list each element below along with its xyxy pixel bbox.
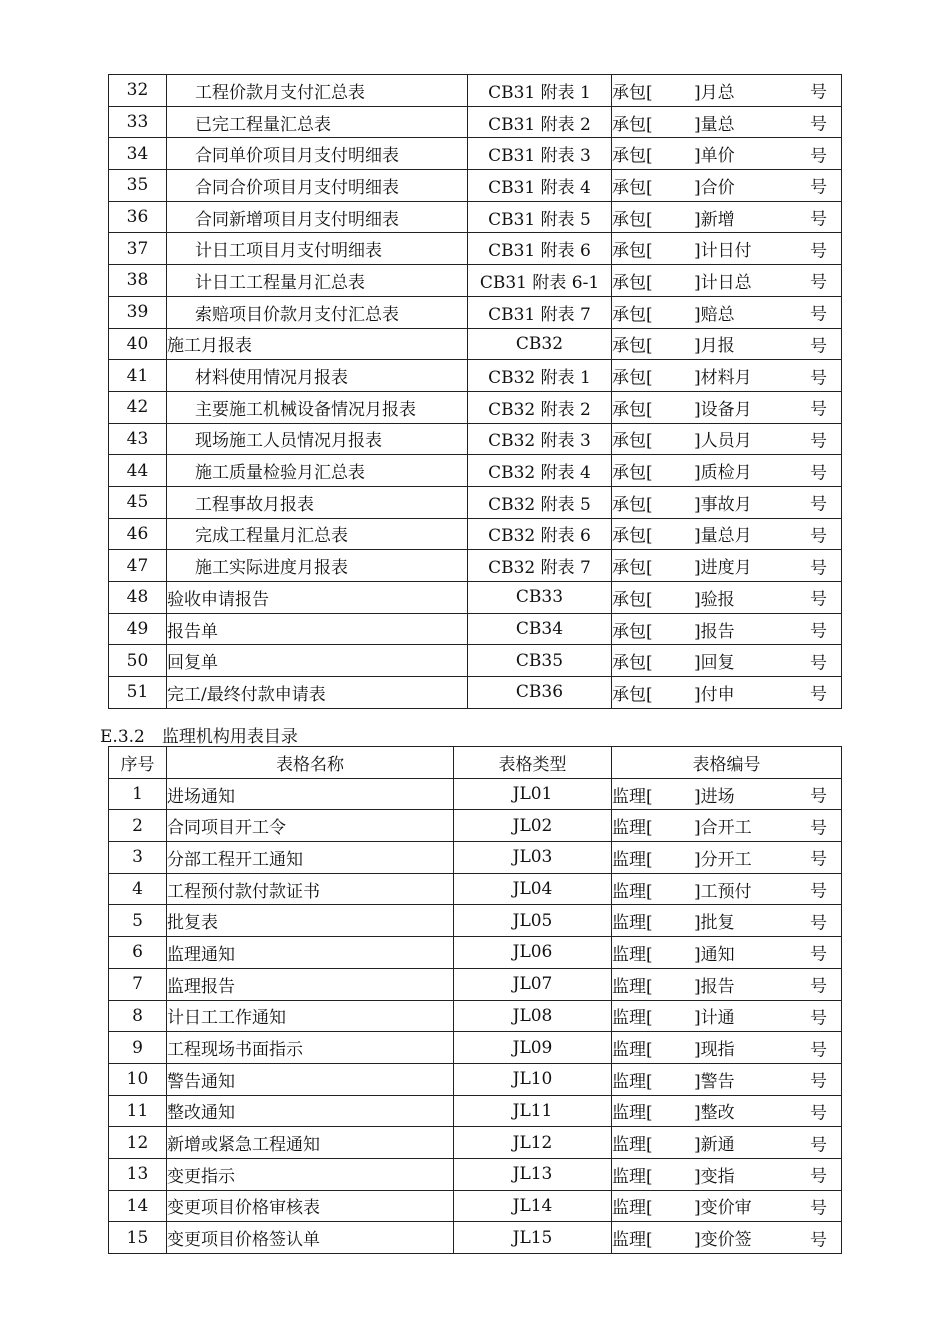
code-suffix: 号 — [810, 1008, 827, 1029]
form-code — [612, 265, 842, 297]
form-type: CB32 附表 5 — [468, 486, 612, 518]
code-label: ]验报 — [694, 589, 735, 610]
table-row — [109, 1222, 842, 1254]
form-name: 分部工程开工通知 — [167, 842, 454, 874]
form-name: 新增或紧急工程通知 — [167, 1127, 454, 1159]
row-number: 5 — [109, 905, 167, 937]
code-label: ]材料月 — [694, 368, 752, 389]
form-code — [612, 1222, 842, 1254]
form-type: JL09 — [454, 1032, 612, 1064]
supervisor-forms-table — [108, 746, 842, 1254]
form-name: 变更项目价格签认单 — [167, 1222, 454, 1254]
table-row — [109, 138, 842, 170]
table-row — [109, 968, 842, 1000]
table-row — [109, 328, 842, 360]
form-code — [612, 296, 842, 328]
row-number: 38 — [109, 265, 167, 297]
table-row — [109, 550, 842, 582]
form-name: 变更项目价格审核表 — [167, 1190, 454, 1222]
table-row — [109, 75, 842, 107]
form-name: 工程预付款付款证书 — [167, 873, 454, 905]
form-code — [612, 201, 842, 233]
code-suffix: 号 — [810, 114, 827, 135]
code-prefix: 承包[ — [612, 209, 653, 230]
code-suffix: 号 — [810, 818, 827, 839]
code-label: ]工预付 — [694, 881, 752, 902]
code-suffix: 号 — [810, 1103, 827, 1124]
form-code — [612, 455, 842, 487]
form-name: 工程价款月支付汇总表 — [167, 75, 468, 107]
form-name: 计日工工程量月汇总表 — [167, 265, 468, 297]
form-name: 合同单价项目月支付明细表 — [167, 138, 468, 170]
code-suffix: 号 — [810, 304, 827, 325]
code-suffix: 号 — [810, 463, 827, 484]
row-number: 40 — [109, 328, 167, 360]
code-label: ]分开工 — [694, 849, 752, 870]
code-prefix: 承包[ — [612, 684, 653, 705]
form-code — [612, 810, 842, 842]
form-code — [612, 1095, 842, 1127]
row-number: 48 — [109, 582, 167, 614]
code-prefix: 监理[ — [612, 818, 653, 839]
code-prefix: 监理[ — [612, 913, 653, 934]
form-name: 已完工程量汇总表 — [167, 106, 468, 138]
row-number: 36 — [109, 201, 167, 233]
code-prefix: 监理[ — [612, 881, 653, 902]
code-prefix: 监理[ — [612, 1040, 653, 1061]
header-code: 表格编号 — [612, 747, 842, 779]
code-suffix: 号 — [810, 177, 827, 198]
row-number: 12 — [109, 1127, 167, 1159]
code-suffix: 号 — [810, 526, 827, 547]
code-prefix: 承包[ — [612, 146, 653, 167]
code-label: ]单价 — [694, 146, 735, 167]
form-code — [612, 328, 842, 360]
form-type: JL03 — [454, 842, 612, 874]
form-code — [612, 613, 842, 645]
form-type: CB32 — [468, 328, 612, 360]
form-type: JL02 — [454, 810, 612, 842]
code-suffix: 号 — [810, 913, 827, 934]
code-prefix: 承包[ — [612, 463, 653, 484]
code-label: ]月报 — [694, 336, 735, 357]
section-title: E.3.2 监理机构用表目录 — [100, 727, 298, 747]
table-row — [109, 423, 842, 455]
table-row — [109, 391, 842, 423]
form-code — [612, 873, 842, 905]
form-code — [612, 582, 842, 614]
header-type: 表格类型 — [454, 747, 612, 779]
form-name: 验收申请报告 — [167, 582, 468, 614]
contractor-forms-table — [108, 74, 842, 709]
code-prefix: 监理[ — [612, 849, 653, 870]
row-number: 6 — [109, 937, 167, 969]
form-name: 主要施工机械设备情况月报表 — [167, 391, 468, 423]
code-prefix: 监理[ — [612, 1135, 653, 1156]
form-name: 完工/最终付款申请表 — [167, 677, 468, 709]
form-name: 警告通知 — [167, 1063, 454, 1095]
form-code — [612, 905, 842, 937]
form-name: 计日工项目月支付明细表 — [167, 233, 468, 265]
code-label: ]现指 — [694, 1040, 735, 1061]
header-no: 序号 — [109, 747, 167, 779]
table-row — [109, 1095, 842, 1127]
code-suffix: 号 — [810, 684, 827, 705]
table-row — [109, 106, 842, 138]
code-label: ]合开工 — [694, 818, 752, 839]
code-label: ]新通 — [694, 1135, 735, 1156]
form-type: CB32 附表 1 — [468, 360, 612, 392]
form-type: CB31 附表 1 — [468, 75, 612, 107]
code-label: ]回复 — [694, 653, 735, 674]
form-type: JL01 — [454, 778, 612, 810]
form-code — [612, 1190, 842, 1222]
table-row — [109, 677, 842, 709]
form-type: CB34 — [468, 613, 612, 645]
form-code — [612, 1032, 842, 1064]
form-code — [612, 1127, 842, 1159]
table-row — [109, 296, 842, 328]
code-prefix: 监理[ — [612, 1198, 653, 1219]
code-label: ]计通 — [694, 1008, 735, 1029]
row-number: 43 — [109, 423, 167, 455]
code-suffix: 号 — [810, 786, 827, 807]
form-code — [612, 778, 842, 810]
code-prefix: 监理[ — [612, 1103, 653, 1124]
form-type: CB31 附表 2 — [468, 106, 612, 138]
form-code — [612, 486, 842, 518]
code-label: ]计日总 — [694, 272, 752, 293]
code-prefix: 监理[ — [612, 1230, 653, 1251]
code-label: ]变价签 — [694, 1230, 752, 1251]
code-prefix: 承包[ — [612, 336, 653, 357]
form-code — [612, 75, 842, 107]
code-suffix: 号 — [810, 849, 827, 870]
form-name: 监理通知 — [167, 937, 454, 969]
code-label: ]进场 — [694, 786, 735, 807]
code-suffix: 号 — [810, 1135, 827, 1156]
code-prefix: 监理[ — [612, 944, 653, 965]
code-label: ]新增 — [694, 209, 735, 230]
code-label: ]人员月 — [694, 431, 752, 452]
form-name: 施工实际进度月报表 — [167, 550, 468, 582]
form-type: CB33 — [468, 582, 612, 614]
code-prefix: 承包[ — [612, 177, 653, 198]
form-code — [612, 1000, 842, 1032]
form-name: 整改通知 — [167, 1095, 454, 1127]
form-name: 监理报告 — [167, 968, 454, 1000]
row-number: 47 — [109, 550, 167, 582]
form-type: JL11 — [454, 1095, 612, 1127]
row-number: 50 — [109, 645, 167, 677]
table-row — [109, 842, 842, 874]
form-code — [612, 677, 842, 709]
code-label: ]量总 — [694, 114, 735, 135]
code-suffix: 号 — [810, 494, 827, 515]
form-code — [612, 645, 842, 677]
row-number: 51 — [109, 677, 167, 709]
form-name: 完成工程量月汇总表 — [167, 518, 468, 550]
table-row — [109, 1127, 842, 1159]
code-label: ]计日付 — [694, 241, 752, 262]
form-name: 计日工工作通知 — [167, 1000, 454, 1032]
code-suffix: 号 — [810, 976, 827, 997]
code-suffix: 号 — [810, 209, 827, 230]
form-type: CB32 附表 6 — [468, 518, 612, 550]
code-suffix: 号 — [810, 1166, 827, 1187]
row-number: 4 — [109, 873, 167, 905]
form-name: 工程事故月报表 — [167, 486, 468, 518]
code-prefix: 监理[ — [612, 1071, 653, 1092]
code-prefix: 承包[ — [612, 589, 653, 610]
form-type: JL04 — [454, 873, 612, 905]
code-suffix: 号 — [810, 241, 827, 262]
row-number: 39 — [109, 296, 167, 328]
row-number: 13 — [109, 1158, 167, 1190]
code-suffix: 号 — [810, 1040, 827, 1061]
row-number: 33 — [109, 106, 167, 138]
form-code — [612, 518, 842, 550]
row-number: 9 — [109, 1032, 167, 1064]
row-number: 10 — [109, 1063, 167, 1095]
form-name: 材料使用情况月报表 — [167, 360, 468, 392]
code-suffix: 号 — [810, 1198, 827, 1219]
form-name: 合同合价项目月支付明细表 — [167, 170, 468, 202]
code-label: ]警告 — [694, 1071, 735, 1092]
table-row — [109, 360, 842, 392]
table-row — [109, 518, 842, 550]
form-type: JL08 — [454, 1000, 612, 1032]
row-number: 45 — [109, 486, 167, 518]
form-code — [612, 937, 842, 969]
form-name: 合同新增项目月支付明细表 — [167, 201, 468, 233]
code-suffix: 号 — [810, 82, 827, 103]
code-prefix: 承包[ — [612, 431, 653, 452]
code-label: ]付申 — [694, 684, 735, 705]
form-type: JL13 — [454, 1158, 612, 1190]
form-type: JL10 — [454, 1063, 612, 1095]
form-name: 变更指示 — [167, 1158, 454, 1190]
code-prefix: 承包[ — [612, 494, 653, 515]
form-type: CB31 附表 3 — [468, 138, 612, 170]
code-label: ]变价审 — [694, 1198, 752, 1219]
form-code — [612, 550, 842, 582]
form-type: CB32 附表 2 — [468, 391, 612, 423]
code-prefix: 承包[ — [612, 272, 653, 293]
code-prefix: 承包[ — [612, 526, 653, 547]
code-suffix: 号 — [810, 399, 827, 420]
form-type: JL15 — [454, 1222, 612, 1254]
table-row — [109, 810, 842, 842]
code-prefix: 承包[ — [612, 241, 653, 262]
form-type: CB31 附表 5 — [468, 201, 612, 233]
table-row — [109, 201, 842, 233]
code-suffix: 号 — [810, 589, 827, 610]
form-name: 合同项目开工令 — [167, 810, 454, 842]
table-row — [109, 582, 842, 614]
code-prefix: 监理[ — [612, 976, 653, 997]
code-prefix: 承包[ — [612, 114, 653, 135]
row-number: 41 — [109, 360, 167, 392]
code-prefix: 承包[ — [612, 558, 653, 579]
code-prefix: 承包[ — [612, 653, 653, 674]
form-code — [612, 106, 842, 138]
code-prefix: 承包[ — [612, 368, 653, 389]
code-label: ]合价 — [694, 177, 735, 198]
code-label: ]报告 — [694, 976, 735, 997]
code-prefix: 承包[ — [612, 304, 653, 325]
form-code — [612, 423, 842, 455]
form-type: CB32 附表 3 — [468, 423, 612, 455]
row-number: 8 — [109, 1000, 167, 1032]
table-row — [109, 486, 842, 518]
form-type: CB32 附表 4 — [468, 455, 612, 487]
code-label: ]事故月 — [694, 494, 752, 515]
form-type: JL14 — [454, 1190, 612, 1222]
form-code — [612, 1158, 842, 1190]
code-label: ]赔总 — [694, 304, 735, 325]
form-name: 现场施工人员情况月报表 — [167, 423, 468, 455]
code-suffix: 号 — [810, 336, 827, 357]
code-prefix: 承包[ — [612, 399, 653, 420]
row-number: 15 — [109, 1222, 167, 1254]
form-name: 索赔项目价款月支付汇总表 — [167, 296, 468, 328]
table-row — [109, 170, 842, 202]
form-name: 报告单 — [167, 613, 468, 645]
code-suffix: 号 — [810, 621, 827, 642]
form-name: 工程现场书面指示 — [167, 1032, 454, 1064]
code-label: ]设备月 — [694, 399, 752, 420]
table-row — [109, 873, 842, 905]
form-type: CB31 附表 7 — [468, 296, 612, 328]
supervisor-forms-body — [109, 778, 842, 1253]
table-row — [109, 265, 842, 297]
form-type: CB35 — [468, 645, 612, 677]
code-label: ]质检月 — [694, 463, 752, 484]
form-type: JL05 — [454, 905, 612, 937]
table-row — [109, 1032, 842, 1064]
code-prefix: 监理[ — [612, 786, 653, 807]
table-row — [109, 645, 842, 677]
form-type: CB31 附表 6-1 — [468, 265, 612, 297]
form-code — [612, 1063, 842, 1095]
form-code — [612, 170, 842, 202]
row-number: 49 — [109, 613, 167, 645]
code-suffix: 号 — [810, 368, 827, 389]
code-label: ]变指 — [694, 1166, 735, 1187]
code-prefix: 承包[ — [612, 82, 653, 103]
row-number: 2 — [109, 810, 167, 842]
form-type: CB31 附表 4 — [468, 170, 612, 202]
code-label: ]整改 — [694, 1103, 735, 1124]
row-number: 3 — [109, 842, 167, 874]
form-code — [612, 360, 842, 392]
code-label: ]月总 — [694, 82, 735, 103]
code-suffix: 号 — [810, 558, 827, 579]
form-name: 施工质量检验月汇总表 — [167, 455, 468, 487]
code-suffix: 号 — [810, 272, 827, 293]
form-code — [612, 233, 842, 265]
code-label: ]通知 — [694, 944, 735, 965]
table-header-row — [109, 747, 842, 779]
row-number: 37 — [109, 233, 167, 265]
code-label: ]批复 — [694, 913, 735, 934]
contractor-forms-body — [109, 75, 842, 709]
code-suffix: 号 — [810, 1230, 827, 1251]
form-code — [612, 968, 842, 1000]
form-code — [612, 842, 842, 874]
code-label: ]报告 — [694, 621, 735, 642]
row-number: 34 — [109, 138, 167, 170]
row-number: 35 — [109, 170, 167, 202]
row-number: 42 — [109, 391, 167, 423]
row-number: 46 — [109, 518, 167, 550]
code-suffix: 号 — [810, 653, 827, 674]
code-suffix: 号 — [810, 1071, 827, 1092]
code-suffix: 号 — [810, 146, 827, 167]
form-type: CB31 附表 6 — [468, 233, 612, 265]
code-suffix: 号 — [810, 881, 827, 902]
form-type: JL12 — [454, 1127, 612, 1159]
row-number: 44 — [109, 455, 167, 487]
form-type: JL07 — [454, 968, 612, 1000]
form-type: CB32 附表 7 — [468, 550, 612, 582]
table-row — [109, 1158, 842, 1190]
table-row — [109, 937, 842, 969]
table-row — [109, 778, 842, 810]
form-name: 回复单 — [167, 645, 468, 677]
form-name: 批复表 — [167, 905, 454, 937]
table-row — [109, 455, 842, 487]
row-number: 14 — [109, 1190, 167, 1222]
header-name: 表格名称 — [167, 747, 454, 779]
code-prefix: 承包[ — [612, 621, 653, 642]
code-label: ]进度月 — [694, 558, 752, 579]
table-row — [109, 1000, 842, 1032]
form-type: JL06 — [454, 937, 612, 969]
form-code — [612, 391, 842, 423]
code-prefix: 监理[ — [612, 1166, 653, 1187]
row-number: 1 — [109, 778, 167, 810]
code-label: ]量总月 — [694, 526, 752, 547]
code-suffix: 号 — [810, 431, 827, 452]
form-type: CB36 — [468, 677, 612, 709]
row-number: 32 — [109, 75, 167, 107]
code-prefix: 监理[ — [612, 1008, 653, 1029]
table-row — [109, 1190, 842, 1222]
table-row — [109, 905, 842, 937]
table-row — [109, 233, 842, 265]
table-row — [109, 613, 842, 645]
code-suffix: 号 — [810, 944, 827, 965]
table-row — [109, 1063, 842, 1095]
form-name: 进场通知 — [167, 778, 454, 810]
form-code — [612, 138, 842, 170]
row-number: 7 — [109, 968, 167, 1000]
row-number: 11 — [109, 1095, 167, 1127]
form-name: 施工月报表 — [167, 328, 468, 360]
